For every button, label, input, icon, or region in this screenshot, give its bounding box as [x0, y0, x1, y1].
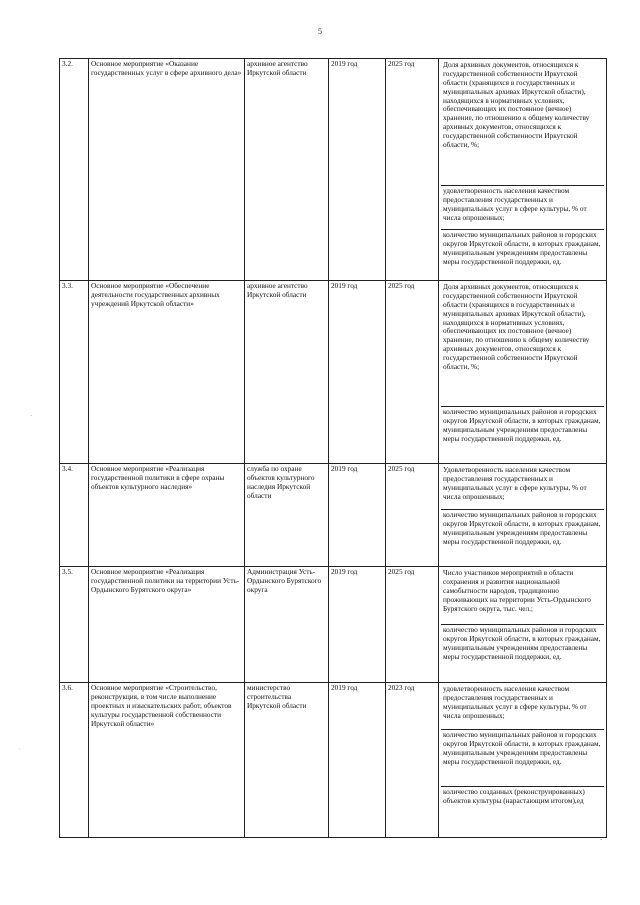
indicator-item: количество муниципальных районов и городских округов Иркутской области, в которых гражданам, муниципальным учреждениям предоставлены меры государственной поддержки, ед.	[441, 624, 604, 681]
start-year-cell: 2019 год	[329, 464, 386, 567]
indicator-item: количество муниципальных районов и городских округов Иркутской области, в которых гражданам, муниципальным учреждениям предоставлены меры государственной поддержки, ед.	[441, 729, 604, 786]
end-year-cell: 2025 год	[386, 59, 439, 281]
table-row	[60, 59, 607, 281]
end-year-cell: 2025 год	[386, 567, 439, 683]
page-number: 5	[318, 27, 322, 36]
indicators-cell	[439, 281, 607, 464]
indicator-item: количество муниципальных районов и городских округов Иркутской области, в которых гражданам, муниципальным учреждениям предоставлены меры государственной поддержки, ед.	[441, 509, 604, 565]
event-name-cell: Основное мероприятие «Реализация государственной политики в сфере охраны объектов культурного наследия»	[89, 464, 245, 567]
start-year-cell: 2019 год	[329, 683, 386, 838]
indicators-cell	[439, 464, 607, 567]
indicator-item: Число участников мероприятий в области сохранения и развития национальной самобытности народов, традиционно проживающих на территории Усть-Ордынского Бурятского округа, тыс. чел.;	[443, 568, 591, 613]
start-year-cell: 2019 год	[329, 59, 386, 281]
row-number-cell: 3.2.	[60, 59, 89, 281]
table-row	[60, 281, 607, 464]
row-number-cell: 3.6.	[60, 683, 89, 838]
indicator-item: удовлетворенность населения качеством предоставления государственных и муниципальных услуг в сфере культуры, % от числа опрошенных;	[443, 684, 587, 720]
end-year-cell: 2025 год	[386, 464, 439, 567]
indicator-item: Доля архивных документов, относящихся к государственной собственности Иркутской области (хранящихся в государственных и муниципальных архивах Иркутской области), находящихся в нормативных условиях, обеспечивающих их постоянное (вечное) хранение, по отношению к общему количеству архивных документов, относящихся к государственной собственности Иркутской области, %;	[443, 60, 590, 150]
event-name-cell: Основное мероприятие «Обеспечение деятельности государственных архивных учреждений Иркутской области»	[89, 281, 245, 464]
event-name-cell: Основное мероприятие «Реализация государственной политики на территории Усть-Ордынского Бурятского округа»	[89, 567, 245, 683]
indicators-cell	[439, 59, 607, 281]
row-number-cell: 3.5.	[60, 567, 89, 683]
indicator-item: количество созданных (реконструированных) объектов культуры (нарастающим итогом),ед	[441, 786, 604, 836]
indicators-cell	[439, 683, 607, 838]
event-name-cell: Основное мероприятие «Оказание государственных услуг в сфере архивного дела»	[89, 59, 245, 281]
margin-mark: ˌ	[18, 742, 21, 750]
margin-mark: ·	[30, 412, 33, 420]
table-row	[60, 567, 607, 683]
event-name-cell: Основное мероприятие «Строительство, реконструкция, в том числе выполнение проектных и изыскательских работ, объектов культуры государственной собственности Иркутской области»	[89, 683, 245, 838]
end-year-cell: 2025 год	[386, 281, 439, 464]
row-number-cell: 3.3.	[60, 281, 89, 464]
indicator-item: количество муниципальных районов и городских округов Иркутской области, в которых гражданам, муниципальным учреждениям предоставлены меры государственной поддержки, ед.	[441, 229, 604, 279]
executor-cell: служба по охране объектов культурного наследия Иркутской области	[245, 464, 329, 567]
indicator-item: количество муниципальных районов и городских округов Иркутской области, в которых гражданам, муниципальным учреждениям предоставлены меры государственной поддержки, ед.	[441, 406, 604, 462]
executor-cell: Администрация Усть-Ордынского Бурятского округа	[245, 567, 329, 683]
indicators-cell	[439, 567, 607, 683]
table-row	[60, 683, 607, 838]
executor-cell: министерство строительства Иркутской области	[245, 683, 329, 838]
end-year-cell: 2023 год	[386, 683, 439, 838]
start-year-cell: 2019 год	[329, 281, 386, 464]
indicator-item: удовлетворенность населения качеством предоставления государственных и муниципальных услуг в сфере культуры, % от числа опрошенных;	[441, 185, 604, 229]
margin-mark: -	[600, 835, 603, 843]
table-row	[60, 464, 607, 567]
start-year-cell: 2019 год	[329, 567, 386, 683]
row-number-cell: 3.4.	[60, 464, 89, 567]
indicator-item: Удовлетворенность населения качеством предоставления государственных и муниципальных услуг в сфере культуры, % от числа опрошенных;	[443, 465, 587, 501]
measures-table-body	[60, 59, 607, 838]
executor-cell: архивное агентство Иркутской области	[245, 281, 329, 464]
executor-cell: архивное агентство Иркутской области	[245, 59, 329, 281]
indicator-item: Доля архивных документов, относящихся к государственной собственности Иркутской области (хранящихся в государственных и муниципальных архивах Иркутской области), находящихся в нормативных условиях, обеспечивающих их постоянное (вечное) хранение, по отношению к общему количеству архивных документов, относящихся к государственной собственности Иркутской области, %;	[443, 282, 590, 372]
measures-table	[59, 58, 607, 838]
